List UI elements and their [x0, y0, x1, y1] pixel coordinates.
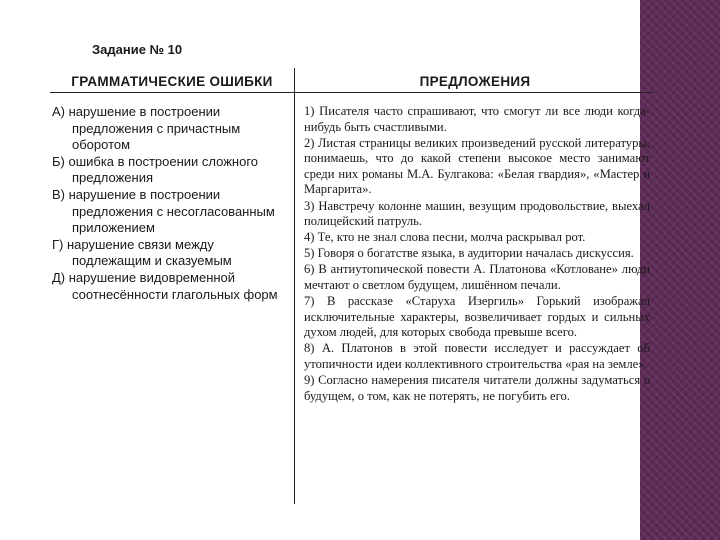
sentence-8: 8) А. Платонов в этой повести исследует и рассуждает об утопичности идеи коллективного строительства «рая на земле». — [304, 341, 650, 371]
sentence-6: 6) В антиутопической повести А. Платонова «Котловане» люди мечтают о светлом будущем, лишённом печали. — [304, 262, 650, 293]
sentence-4: 4) Те, кто не знал слова песни, молча раскрывал рот. — [304, 230, 586, 245]
error-item-g: Г) нарушение связи между подлежащим и сказуемым — [52, 236, 232, 269]
errors-column-header: ГРАММАТИЧЕСКИЕ ОШИБКИ — [71, 74, 273, 89]
decorative-side-stripe — [640, 0, 720, 540]
sentence-5: 5) Говоря о богатстве языка, в аудитории началась дискуссия. — [304, 246, 634, 261]
sentence-7: 7) В рассказе «Старуха Изергиль» Горький изображал исключительные характеры, возвеличивает гордых и сильных духом людей, для которых свобода превыше всего. — [304, 294, 650, 340]
error-item-v: В) нарушение в построении предложения с несогласованным приложением — [52, 186, 275, 236]
header-divider — [50, 92, 654, 93]
sentence-3: 3) Навстречу колонне машин, везущим продовольствие, выехал полицейский патруль. — [304, 198, 650, 229]
sentence-9: 9) Согласно намерения писателя читатели должны задуматься о будущем, о том, как не потерять, не погубить его. — [304, 373, 650, 403]
task-title: Задание № 10 — [92, 42, 183, 57]
column-divider — [294, 68, 295, 504]
sentence-2: 2) Листая страницы великих произведений русской литературы, понимаешь, что до какой степени высокое место занимают среди них романы М.А. Булгакова: «Белая гвардия», «Мастер и Маргарита». — [304, 135, 650, 197]
error-item-b: Б) ошибка в построении сложного предложения — [52, 153, 259, 186]
sentences-column-header: ПРЕДЛОЖЕНИЯ — [419, 74, 531, 89]
sentence-1: 1) Писателя часто спрашивают, что смогут ли все люди когда-нибудь быть счастливыми. — [304, 104, 650, 134]
error-item-a: А) нарушение в построении предложения с причастным оборотом — [52, 104, 241, 153]
sentences-list — [304, 104, 650, 405]
grammar-errors-list — [52, 104, 288, 303]
error-item-d: Д) нарушение видовременной соотнесённости глагольных форм — [52, 269, 278, 302]
